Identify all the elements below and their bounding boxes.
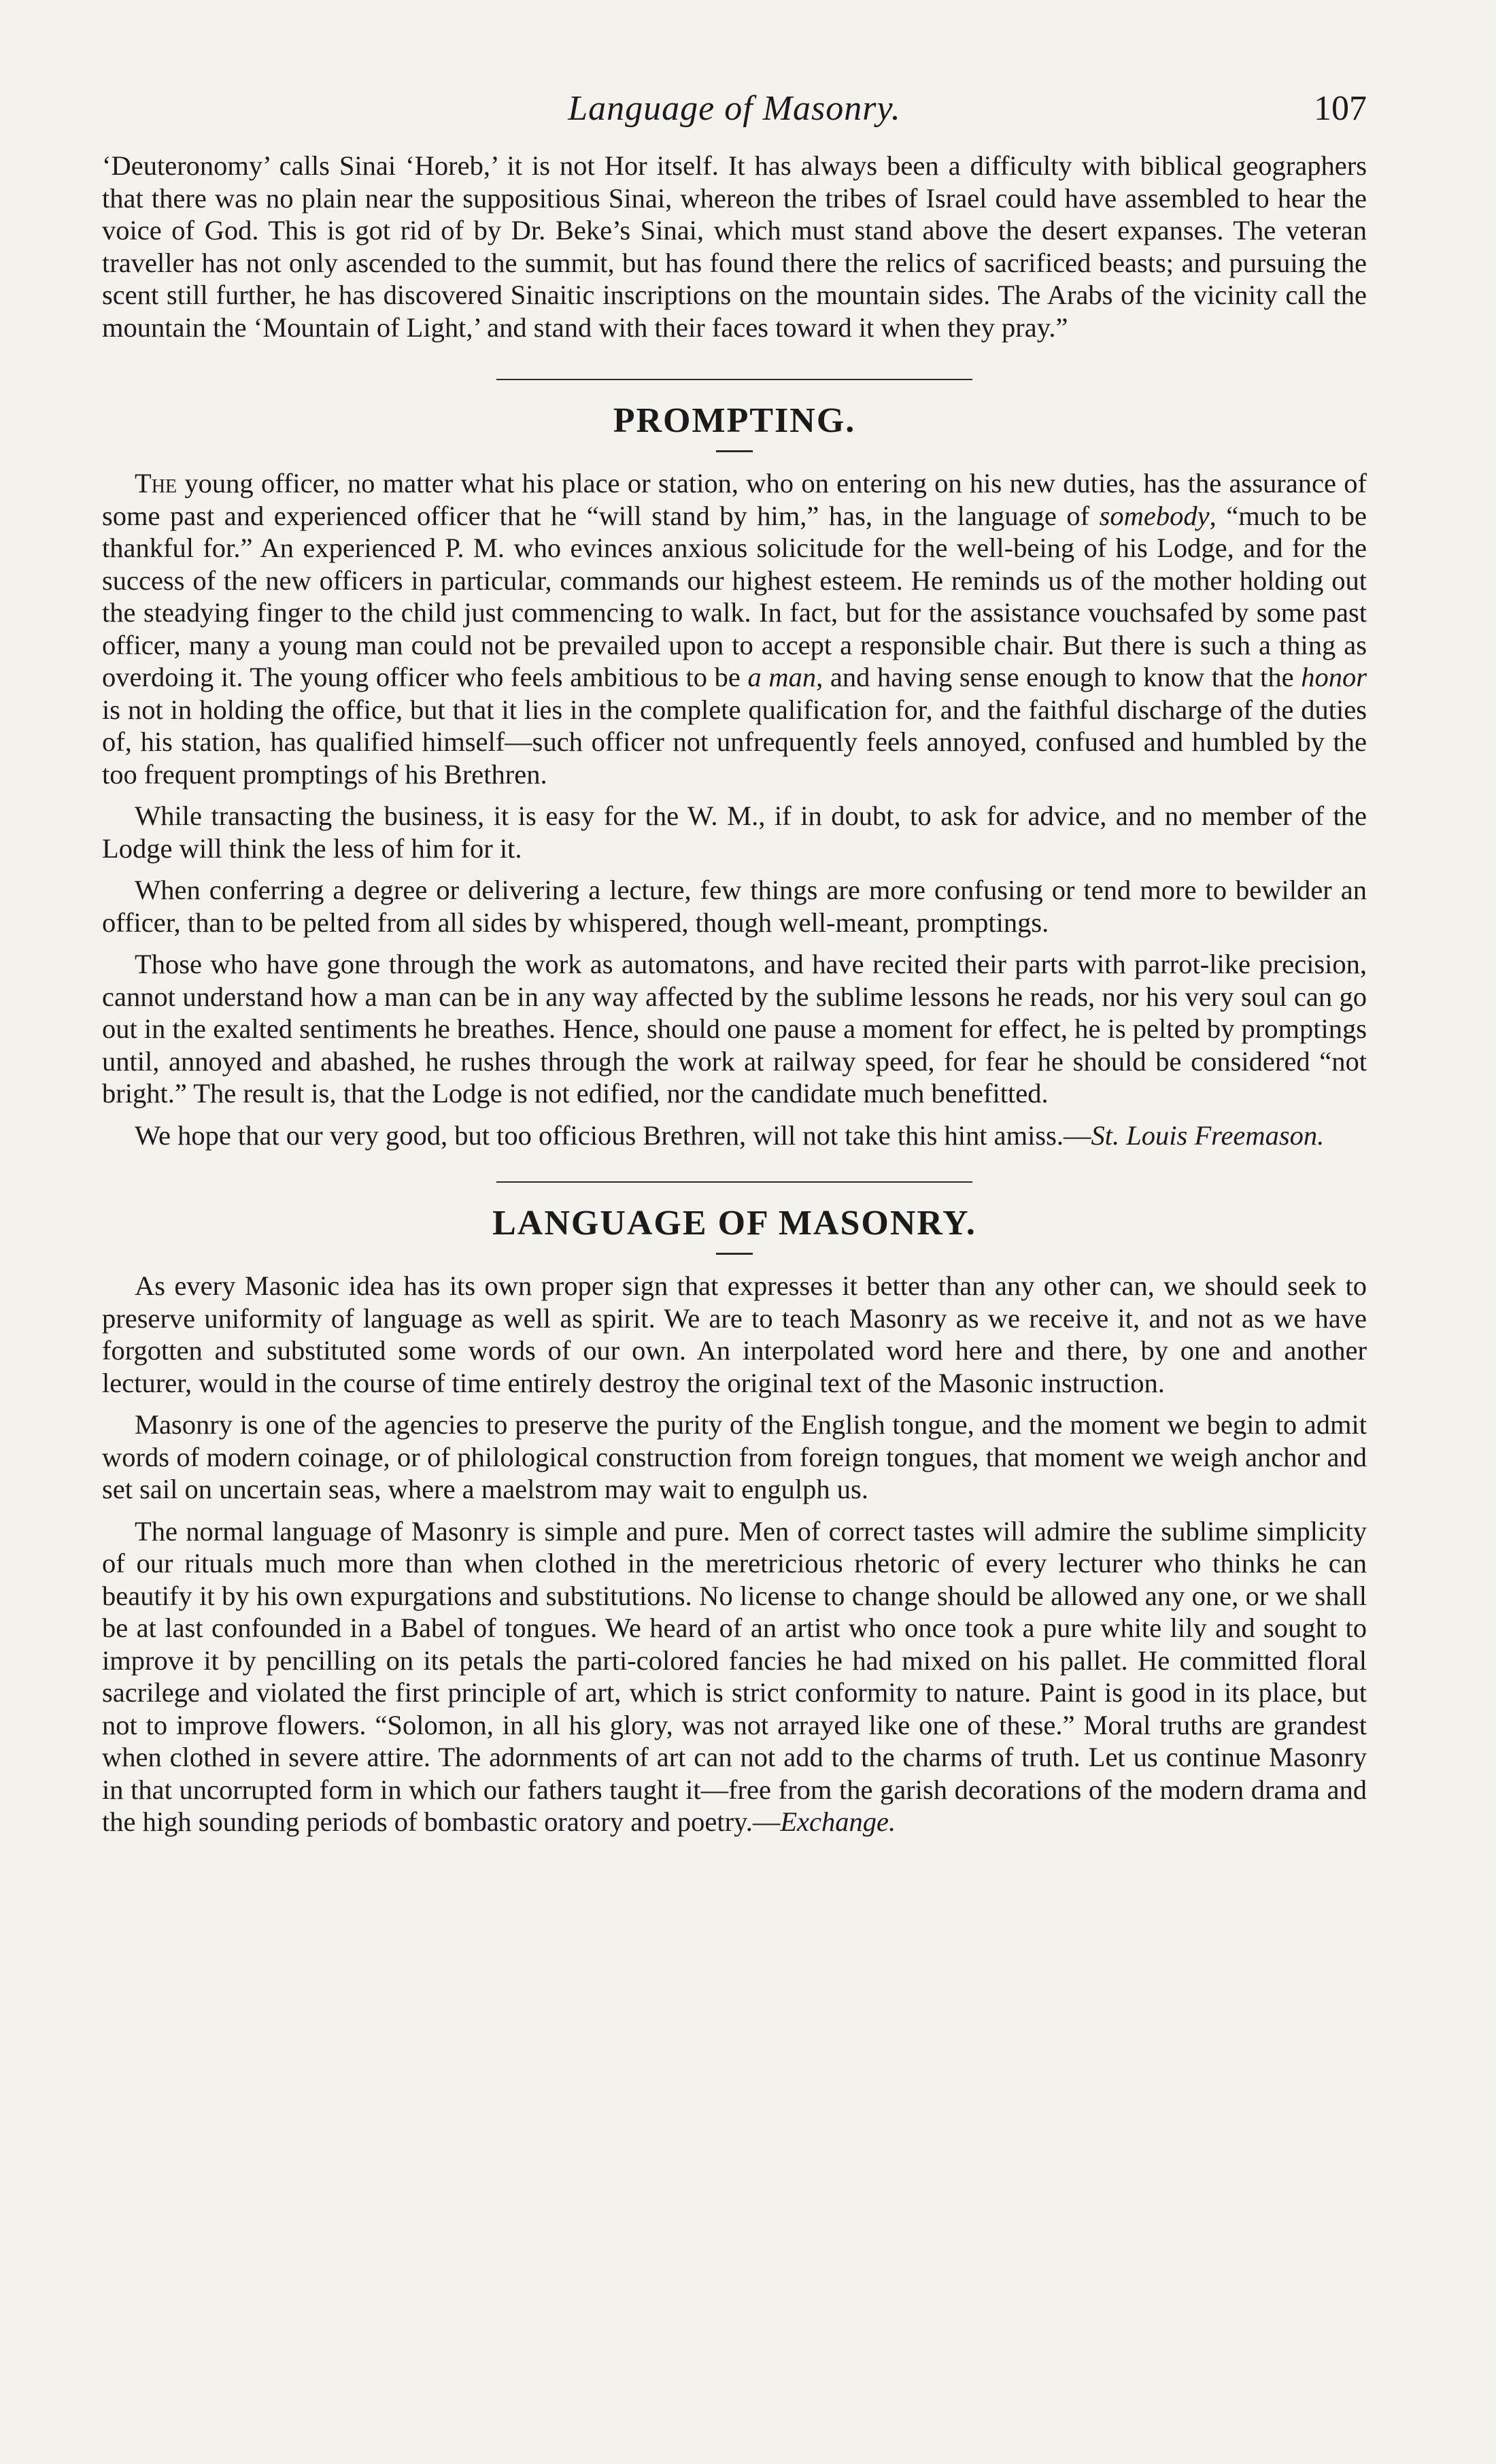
prompting-paragraph-1: The young officer, no matter what his place or station, who on entering on his new duties, has the assurance of some past and experienced officer that he “will stand by him,” has, in the language of somebody, “much to be thankful for.” An experienced P. M. who evinces anxious solicitude for the well-being of his Lodge, and for the success of the new officers in particular, commands our highest esteem. He reminds us of the mother holding out the steadying finger to the child just commencing to walk. In fact, but for the assistance vouchsafed by some past officer, many a young man could not be prevailed upon to accept a responsible chair. But there is such a thing as overdoing it. The young officer who feels ambitious to be a man, and having sense enough to know that the honor is not in holding the office, but that it lies in the complete qualification for, and the faithful discharge of the duties of, his station, has qualified himself—such officer not unfrequently feels annoyed, confused and humbled by the too frequent promptings of his Brethren. [102, 468, 1367, 790]
running-head [102, 88, 1367, 150]
source-credit: Exchange. [780, 1806, 896, 1837]
emphasis: honor [1301, 662, 1367, 692]
emphasis: a man [747, 662, 817, 692]
masonry-paragraph-2: Masonry is one of the agencies to preserve the purity of the English tongue, and the moment we begin to admit words of modern coinage, or of philological construction from foreign tongues, that moment we weigh anchor and set sail on uncertain seas, where a maelstrom may wait to engulph us. [102, 1409, 1367, 1504]
masonry-paragraph-3: The normal language of Masonry is simple and pure. Men of correct tastes will admire the sublime simplicity of our rituals much more than when clothed in the meretricious rhetoric of every lecturer who thinks he can beautify it by his own expurgations and substitutions. No license to change should be allowed any one, or we shall be at last confounded in a Babel of tongues. We heard of an artist who once took a pure white lily and sought to improve it by pencilling on its petals the parti-colored fancies he had mixed on his pallet. He committed floral sacrilege and violated the first principle of art, which is strict conformity to nature. Paint is good in its place, but not to improve flowers. “Solomon, in all his glory, was not arrayed like one of these.” Moral truths are grandest when clothed in severe attire. The adornments of art can not add to the charms of truth. Let us continue Masonry in that uncorrupted form in which our fathers taught it—free from the garish decorations of the modern drama and the high sounding periods of bombastic oratory and poetry.—Exchange. [102, 1515, 1367, 1837]
section-title-prompting: PROMPTING. [613, 401, 856, 440]
intro-paragraph: ‘Deuteronomy’ calls Sinai ‘Horeb,’ it is not Hor itself. It has always been a difficulty with biblical geographers that there was no plain near the suppositious Sinai, whereon the tribes of Israel could have assembled to hear the voice of God. This is got rid of by Dr. Beke’s Sinai, which must stand above the desert expanses. The veteran traveller has not only ascended to the summit, but has found there the relics of sacrificed beasts; and pursuing the scent still further, he has discovered Sinaitic inscriptions on the mountain sides. The Arabs of the vicinity call the mountain the ‘Mountain of Light,’ and stand with their faces toward it when they pray.” [102, 150, 1367, 343]
title-rule [716, 1253, 753, 1255]
title-rule [716, 450, 753, 452]
prompting-paragraph-4: Those who have gone through the work as automatons, and have recited their parts with parrot-like precision, cannot understand how a man can be in any way affected by the sublime lessons he reads, nor his very soul can go out in the exalted sentiments he breathes. Hence, should one pause a moment for effect, he is pelted by promptings until, annoyed and abashed, he rushes through the work at railway speed, for fear he should be considered “not bright.” The result is, that the Lodge is not edified, nor the candidate much benefitted. [102, 949, 1367, 1109]
running-head-title: Language of Masonry. [568, 89, 901, 128]
section-title-language-of-masonry: LANGUAGE OF MASONRY. [492, 1204, 976, 1243]
prompting-paragraph-5: We hope that our very good, but too officious Brethren, will not take this hint amiss.—St. Louis Freemason. [135, 1119, 1325, 1151]
lead-word: The [135, 468, 177, 499]
masonry-paragraph-1: As every Masonic idea has its own proper sign that expresses it better than any other can, we should seek to preserve uniformity of language as well as spirit. We are to teach Masonry as we receive it, and not as we have forgotten and substituted some words of our own. An interpolated word here and there, by one and another lecturer, would in the course of time entirely destroy the original text of the Masonic instruction. [102, 1270, 1367, 1398]
source-credit: St. Louis Freemason. [1091, 1119, 1325, 1151]
prompting-paragraph-2: While transacting the business, it is easy for the W. M., if in doubt, to ask for advice, and no member of the Lodge will think the less of him for it. [102, 800, 1367, 864]
page-number: 107 [1314, 89, 1367, 128]
prompting-paragraph-3: When conferring a degree or delivering a lecture, few things are more confusing or tend more to bewilder an officer, than to be pelted from all sides by whispered, though well-meant, promptings. [102, 875, 1367, 938]
emphasis: somebody [1099, 500, 1210, 531]
